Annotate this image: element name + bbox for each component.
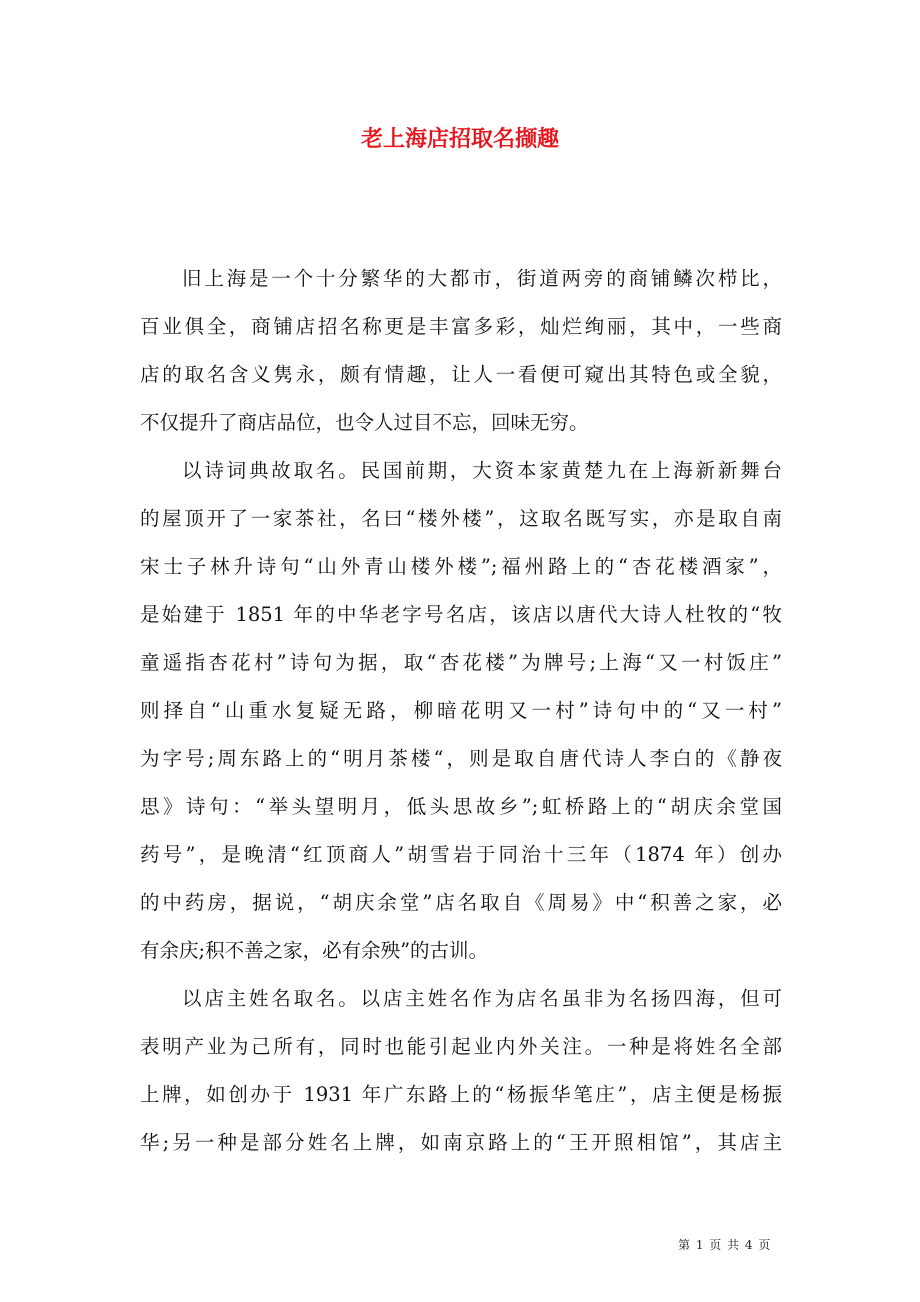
text-line: 以店主姓名取名。以店主姓名作为店名虽非为名扬四海，但可 [182,987,782,1010]
text-line: 童遥指杏花村”诗句为据，取“杏花楼”为牌号;上海“又一村饭庄” [140,651,782,674]
document-body [140,255,782,1167]
paragraph-intro [140,255,782,447]
text-line: 有余庆;积不善之家，必有余殃”的古训。 [140,939,489,962]
text-line: 的中药房，据说，“胡庆余堂”店名取自《周易》中“积善之家，必 [140,891,782,914]
text-line: 为字号;周东路上的“明月茶楼“，则是取自唐代诗人李白的《静夜 [140,747,782,770]
text-line: 上牌，如创办于 1931 年广东路上的“杨振华笔庄”，店主便是杨振 [140,1083,782,1106]
text-line: 宋士子林升诗句“山外青山楼外楼”;福州路上的“杏花楼酒家”， [140,555,782,578]
paragraph-owner-name [140,975,782,1167]
text-line: 以诗词典故取名。民国前期，大资本家黄楚九在上海新新舞台 [182,459,782,482]
document-title: 老上海店招取名撷趣 [360,127,559,152]
text-line: 华;另一种是部分姓名上牌，如南京路上的“王开照相馆”，其店主 [140,1131,782,1154]
text-line: 表明产业为己所有，同时也能引起业内外关注。一种是将姓名全部 [140,1035,782,1058]
text-line: 是始建于 1851 年的中华老字号名店，该店以唐代大诗人杜牧的“牧 [140,603,782,626]
text-line: 百业俱全，商铺店招名称更是丰富多彩，灿烂绚丽，其中，一些商 [140,315,782,338]
text-line: 思》诗句：“举头望明月，低头思故乡”;虹桥路上的“胡庆余堂国 [140,795,782,818]
text-line: 不仅提升了商店品位，也令人过目不忘，回味无穷。 [140,411,589,434]
text-line: 的屋顶开了一家茶社，名曰“楼外楼”，这取名既写实，亦是取自南 [140,507,782,530]
page-number: 第 1 页 共 4 页 [678,1238,771,1252]
text-line: 店的取名含义隽永，颇有情趣，让人一看便可窥出其特色或全貌， [140,363,782,386]
text-line: 则择自“山重水复疑无路，柳暗花明又一村”诗句中的“又一村” [140,699,782,722]
paragraph-poetry [140,447,782,975]
text-line: 旧上海是一个十分繁华的大都市，街道两旁的商铺鳞次栉比， [182,267,782,290]
text-line: 药号”，是晚清“红顶商人”胡雪岩于同治十三年（1874 年）创办 [140,843,782,866]
